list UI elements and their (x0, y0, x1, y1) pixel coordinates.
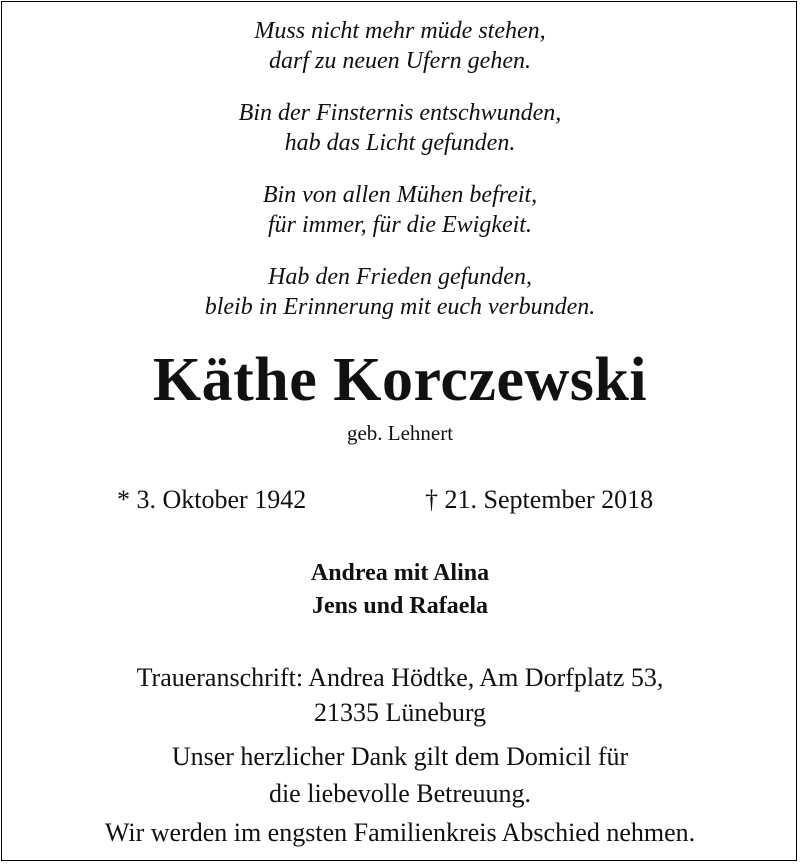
poem-line: Bin von allen Mühen befreit, (262, 182, 538, 208)
poem-line: Hab den Frieden gefunden, (268, 264, 532, 290)
memorial-poem (0, 16, 800, 344)
thanks-line: die liebevolle Betreuung. (268, 779, 532, 808)
poem-line: bleib in Erinnerung mit euch verbunden. (204, 294, 596, 320)
mourners-list (0, 557, 800, 623)
poem-line: darf zu neuen Ufern gehen. (269, 48, 531, 74)
death-date: † 21. September 2018 (425, 485, 654, 514)
poem-stanza (0, 262, 800, 322)
mourning-address (0, 660, 800, 730)
poem-line: Muss nicht mehr müde stehen, (254, 18, 546, 44)
maiden-name: geb. Lehnert (346, 421, 454, 445)
address-line: 21335 Lüneburg (313, 698, 487, 727)
birth-date: * 3. Oktober 1942 (117, 485, 307, 514)
mourner-name: Andrea mit Alina (310, 560, 490, 586)
thanks-note (0, 738, 800, 812)
address-line: Traueranschrift: Andrea Hödtke, Am Dorfplatz 53, (136, 663, 664, 692)
poem-stanza (0, 180, 800, 240)
mourner-name: Jens und Rafaela (311, 593, 489, 619)
poem-line: für immer, für die Ewigkeit. (268, 212, 532, 238)
thanks-line: Unser herzlicher Dank gilt dem Domicil für (171, 742, 629, 771)
poem-stanza (0, 16, 800, 76)
poem-line: hab das Licht gefunden. (284, 130, 516, 156)
poem-line: Bin der Finsternis entschwunden, (238, 100, 562, 126)
farewell-note: Wir werden im engsten Familienkreis Abschied nehmen. (104, 818, 696, 847)
poem-stanza (0, 98, 800, 158)
deceased-name: Käthe Korczewski (152, 346, 648, 414)
